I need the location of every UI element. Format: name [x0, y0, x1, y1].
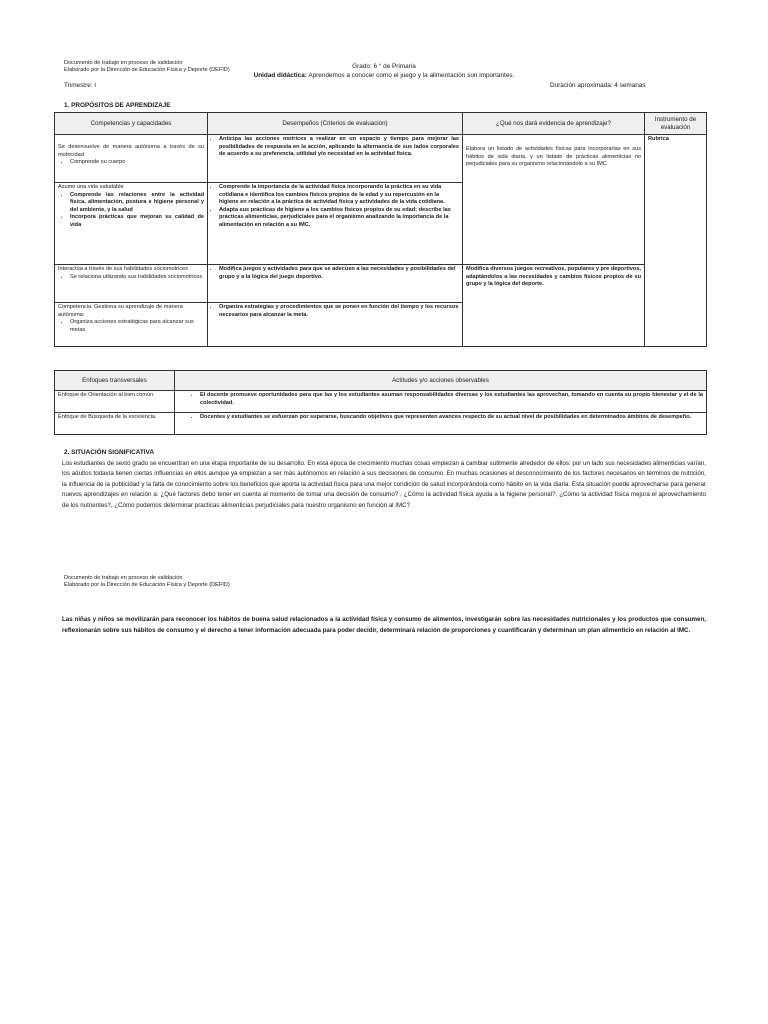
- header-line-2: Elaborado por la Dirección de Educación Física y Deporte (DEFID): [64, 582, 230, 589]
- list-item: • Anticipa las acciones motrices a realizar en un espacio y tiempo para mejorar las posibilidades de respuesta en la acción, aplicando la alternancia de sus lados corporales de acuerdo a su preferencia, utilidad y/o necesidad en la actividad física.: [219, 136, 459, 159]
- list-item: • Comprende la importancia de la actividad física incorporando la práctica en su vida cotidiana e identifica los cambios físicos propios de la edad y su repercusión en la higiene en relación a la práctica de actividad física y actividades de la vida cotidiana.: [219, 184, 459, 207]
- evidencia-cell: [463, 135, 645, 265]
- desempeno-cell: [208, 135, 463, 183]
- header-line-1: Documento de trabajo en proceso de validación: [64, 60, 183, 66]
- table-row: [55, 265, 707, 303]
- competencia-cell: [55, 303, 208, 347]
- instrumento-cell: [645, 135, 707, 347]
- list-item: • Organiza acciones estratégicas para alcanzar sus metas.: [70, 319, 204, 334]
- list-item: • Incorpora prácticas que mejoran su calidad de vida: [70, 214, 204, 229]
- table-row: [55, 413, 707, 435]
- list-item: • Modifica juegos y actividades para que se adecúen a las necesidades y posibilidades del grupo y a la lógica del juego deportivo.: [219, 266, 459, 281]
- enfoque-text-cell: [175, 413, 707, 435]
- section1-title: 1. PROPÓSITOS DE APRENDIZAJE: [64, 102, 171, 109]
- table-row: [55, 135, 707, 183]
- desempeno-cell: [208, 265, 463, 303]
- table-row: [55, 391, 707, 413]
- competencia-title: Asume una vida saludable: [58, 184, 124, 190]
- list-item: • Organiza estrategias y procedimientos que se ponen en función del tiempo y los recursos necesarios para alcanzar la meta.: [219, 304, 459, 319]
- situacion-text: Los estudiantes de sexto grado se encuentran en una etapa importante de su desarrollo. En esta época de crecimiento muchas cosas empiezan a cambiar sutilmente alrededor de ellos: por un lado sus necesidades alimenticias varían, los adultos todavía tienen ciertas influencias en ellos aunque ya empiezan a ser más autónomos en relación a sus decisiones de consumo. En muchas ocasiones el desconocimiento de los factores necesarios en términos de nutrición, la influencia de la publicidad y la falta de conocimiento sobre los beneficios que aporta la actividad física para una mejor condición de salud incorporándola como hábito en la vida diaria. Esta situación puede aprovecharse para generar nuevos aprendizajes en relación a: ¿Qué factores debo tener en cuenta al momento de tomar una decisión de consumo? , ¿Cómo la actividad física ayuda a la higiene personal?, ¿Cómo la actividad física mejora el aprovechamiento de los nutrientes?, ¿Cómo podemos determinar practicas alimenticias perjudiciales para nuestro organismo en función al IMC?: [62, 460, 706, 509]
- header-line-1: Documento de trabajo en proceso de validación: [64, 575, 183, 581]
- unidad-title: [0, 72, 768, 80]
- evidencia-text: Elabora un listado de actividades físicas para incorporarlas en sus hábitos de vida diaria, y un listado de prácticas alimenticias no perjudiciales para su organismo relacionándolo a su IMC: [466, 146, 641, 168]
- competencia-cell: [55, 135, 208, 183]
- competencia-title: Interactúa a través de sus habilidades sociomotrices: [58, 266, 188, 272]
- col-evidencia: ¿Qué nos dará evidencia de aprendizaje?: [463, 113, 645, 135]
- section2-title: 2. SITUACIÓN SIGNIFICATIVA: [64, 449, 154, 456]
- list-item: • El docente promueve oportunidades para que las y los estudiantes asuman responsabilidades diversas y los estudiantes las aprovechan, tomando en cuenta su propio bienestar y el de la colectividad.: [200, 392, 703, 407]
- enfoque-text-cell: [175, 391, 707, 413]
- header-line-2: Elaborado por la Dirección de Educación Física y Deporte (DEFID): [64, 67, 230, 74]
- propositos-table: [54, 112, 707, 347]
- enfoques-table: [54, 370, 707, 435]
- evidencia-cell: [463, 265, 645, 347]
- competencia-cell: [55, 265, 208, 303]
- page2-text: Las niñas y niños se movilizarán para reconocer los hábitos de buena salud relacionados a la actividad física y consumo de alimentos, investigarán sobre las necesidades nutricionales y los productos que consumen, reflexionarán sobre sus hábitos de consumo y el derecho a tener información adecuada para poder decidir, determinará relación de proporciones y cuantificarán y determinan un plan alimenticio en relación al IMC.: [62, 616, 706, 634]
- evidencia-text: Modifica diversos juegos recreativos, populares y pre deportivos, adaptándolos a las necesidades y cambios físicos propios de su grupo y la lógica del deporte.: [466, 266, 641, 288]
- desempeno-cell: [208, 303, 463, 347]
- duracion: Duración aproximada: 4 semanas: [550, 82, 646, 89]
- unidad-label: Unidad didáctica:: [253, 72, 307, 79]
- enfoque-name: Enfoque de Búsqueda de la excelencia.: [55, 413, 175, 435]
- page2-header: [64, 575, 230, 590]
- trimestre: Trimestre: I: [64, 82, 97, 89]
- competencia-title: Competencia: Gestiona su aprendizaje de manera autónoma:: [58, 304, 183, 318]
- list-item: • Comprende su cuerpo: [70, 159, 204, 167]
- competencia-title: Se desenvuelve de manera autónoma a través de su motricidad: [58, 144, 204, 158]
- grado-title: Grado: 6 ° de Primaria: [352, 63, 416, 70]
- table-header-row: [55, 113, 707, 135]
- col-enfoques: Enfoques transversales: [55, 371, 175, 391]
- col-desempenos: Desempeños (Criterios de evaluación): [208, 113, 463, 135]
- competencia-cell: [55, 183, 208, 265]
- enfoque-name: Enfoque de Orientación al bien común: [55, 391, 175, 413]
- col-instrumento: Instrumento de evaluación: [645, 113, 707, 135]
- rubrica-text: Rubrica: [648, 136, 669, 142]
- list-item: • Comprende las relaciones entre la actividad física, alimentación, postura e higiene personal y del ambiente, y la salud: [70, 192, 204, 215]
- col-competencias: Competencias y capacidades: [55, 113, 208, 135]
- desempeno-cell: [208, 183, 463, 265]
- table-header-row: [55, 371, 707, 391]
- list-item: • Docentes y estudiantes se esfuerzan por superarse, buscando objetivos que representen avances respecto de su actual nivel de posibilidades en determinados ámbitos de desempeño.: [200, 414, 703, 422]
- col-actitudes: Actitudes y/o acciones observables: [175, 371, 707, 391]
- list-item: • Se relaciona utilizando sus habilidades sociomotrices: [70, 274, 204, 282]
- list-item: • Adapta sus prácticas de higiene a los cambios físicos propios de su edad; describe las prácticas alimenticias, perjudiciales para el organismo analizando la importancia de la alimentación en relación a su IMC.: [219, 207, 459, 230]
- unidad-text: Aprendemos a conocer como el juego y la alimentación son importantes.: [308, 72, 515, 79]
